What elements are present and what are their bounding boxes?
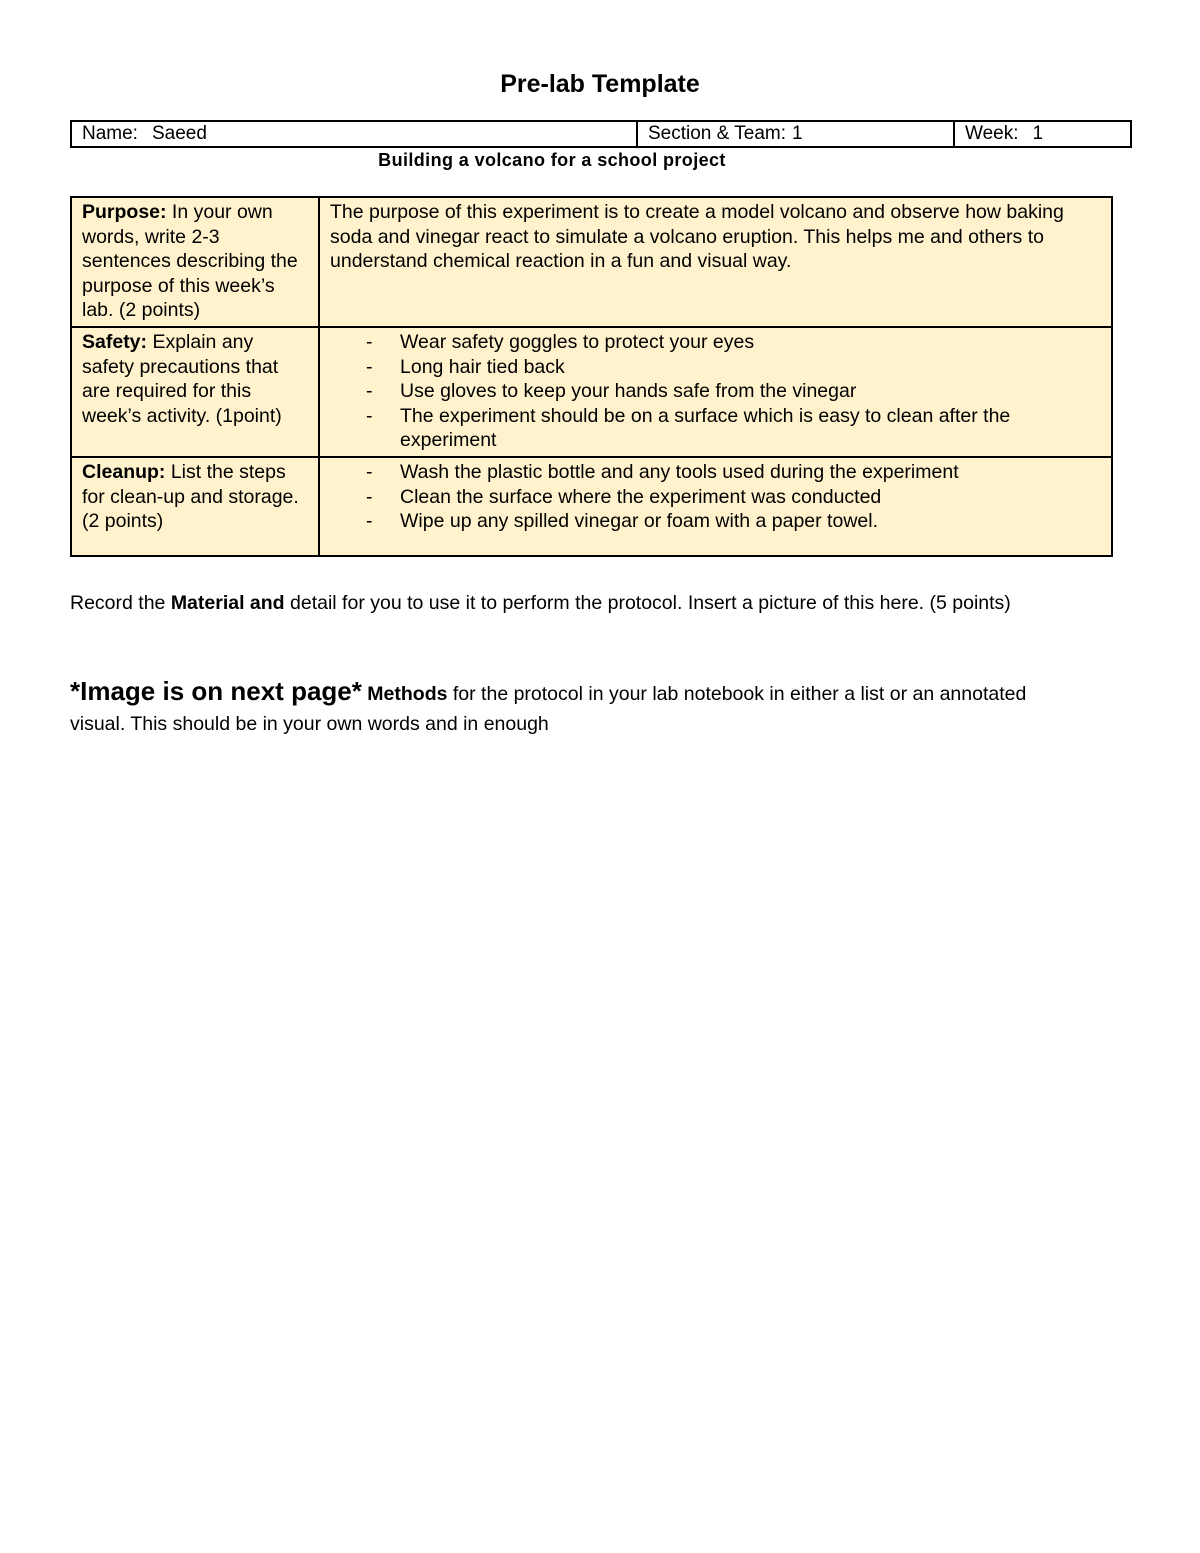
week-label: Week: xyxy=(965,123,1019,144)
bullet-dash: - xyxy=(366,355,373,378)
week-cell xyxy=(954,121,1131,147)
record-prefix: Record the xyxy=(70,592,171,614)
list-item xyxy=(330,460,1101,485)
section-team-cell xyxy=(637,121,954,147)
safety-prompt: Explain any safety precautions that are required for this week’s activity. (1point) xyxy=(82,330,282,427)
list-item-text: Wear safety goggles to protect your eyes xyxy=(400,330,755,353)
purpose-prompt: In your own words, write 2-3 sentences describing the purpose of this week’s lab. (2 points) xyxy=(82,201,298,322)
safety-answer-cell xyxy=(319,327,1112,457)
record-suffix: detail for you to use it to perform the protocol. Insert a picture of this here. (5 points) xyxy=(284,592,1011,614)
page-title: Pre-lab Template xyxy=(500,70,700,98)
record-bold: Material and xyxy=(170,592,285,614)
header-table xyxy=(70,120,1132,148)
purpose-answer: The purpose of this experiment is to create a model volcano and observe how baking soda and vinegar react to simulate a volcano eruption. This helps me and others to understand chemical reaction in a fun and visual way. xyxy=(330,201,1064,273)
list-item xyxy=(330,485,1101,510)
image-note: *Image is on next page* xyxy=(70,676,362,706)
cleanup-row xyxy=(71,457,1112,556)
purpose-answer-cell xyxy=(319,197,1112,327)
cleanup-list xyxy=(330,460,1101,534)
bullet-dash: - xyxy=(366,404,373,427)
list-item xyxy=(330,404,1101,453)
methods-instruction xyxy=(70,676,1070,739)
cleanup-prompt-cell xyxy=(71,457,319,556)
name-value: Saeed xyxy=(151,123,207,144)
purpose-label: Purpose: xyxy=(82,201,167,223)
section-team-label: Section & Team: xyxy=(648,123,787,144)
safety-prompt-cell xyxy=(71,327,319,457)
cleanup-label: Cleanup: xyxy=(82,460,166,483)
purpose-prompt-cell xyxy=(71,197,319,327)
week-value: 1 xyxy=(1032,123,1044,144)
list-item xyxy=(330,509,1101,534)
name-label: Name: xyxy=(82,123,138,144)
list-item xyxy=(330,379,1101,404)
cleanup-answer-cell xyxy=(319,457,1112,556)
lab-subtitle: Building a volcano for a school project xyxy=(378,150,726,170)
prelab-table xyxy=(70,196,1113,557)
record-materials-instruction xyxy=(70,592,1150,615)
list-item-text: The experiment should be on a surface which is easy to clean after the experiment xyxy=(400,404,1011,452)
name-cell xyxy=(71,121,637,147)
list-item xyxy=(330,355,1101,380)
list-item-text: Wipe up any spilled vinegar or foam with a paper towel. xyxy=(400,510,878,533)
bullet-dash: - xyxy=(366,330,373,353)
safety-row xyxy=(71,327,1112,457)
list-item xyxy=(330,330,1101,355)
methods-bold: Methods xyxy=(367,683,448,705)
bullet-dash: - xyxy=(366,460,373,483)
cleanup-prompt: List the steps for clean-up and storage. (2 points) xyxy=(82,460,299,533)
list-item-text: Use gloves to keep your hands safe from the vinegar xyxy=(400,380,857,403)
bullet-dash: - xyxy=(366,510,373,533)
bullet-dash: - xyxy=(366,485,373,508)
section-team-value: 1 xyxy=(792,123,803,144)
list-item-text: Wash the plastic bottle and any tools used during the experiment xyxy=(400,460,959,483)
safety-label: Safety: xyxy=(82,330,148,353)
bullet-dash: - xyxy=(366,380,373,403)
list-item-text: Long hair tied back xyxy=(400,355,565,378)
list-item-text: Clean the surface where the experiment was conducted xyxy=(400,485,882,508)
methods-text: for the protocol in your lab notebook in either a list or an annotated visual. This should be in your own words and in enough xyxy=(70,683,1027,735)
safety-list xyxy=(330,330,1101,453)
purpose-row xyxy=(71,197,1112,327)
